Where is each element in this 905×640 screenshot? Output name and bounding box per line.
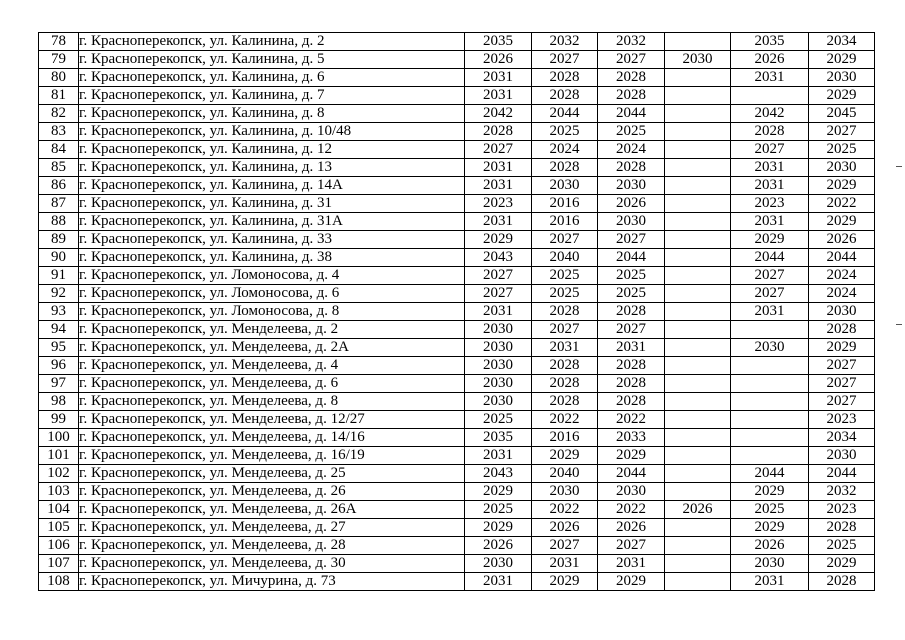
table-row [39, 249, 875, 267]
year-cell-2: 2029 [532, 573, 598, 591]
address-cell: г. Красноперекопск, ул. Калинина, д. 6 [79, 69, 465, 87]
year-cell-6: 2044 [809, 465, 875, 483]
row-number-cell: 78 [39, 33, 79, 51]
year-cell-5: 2031 [731, 573, 809, 591]
row-number-cell: 90 [39, 249, 79, 267]
table-row [39, 231, 875, 249]
address-cell: г. Красноперекопск, ул. Менделеева, д. 16/19 [79, 447, 465, 465]
year-cell-6: 2029 [809, 213, 875, 231]
table-row [39, 159, 875, 177]
year-cell-1: 2043 [465, 465, 532, 483]
year-cell-5: 2023 [731, 195, 809, 213]
year-cell-1: 2025 [465, 501, 532, 519]
year-cell-4 [665, 285, 731, 303]
year-cell-4 [665, 519, 731, 537]
address-cell: г. Красноперекопск, ул. Менделеева, д. 4 [79, 357, 465, 375]
year-cell-2: 2032 [532, 33, 598, 51]
address-cell: г. Красноперекопск, ул. Ломоносова, д. 4 [79, 267, 465, 285]
year-cell-2: 2016 [532, 195, 598, 213]
year-cell-3: 2029 [598, 573, 665, 591]
year-cell-6: 2045 [809, 105, 875, 123]
year-cell-6: 2029 [809, 555, 875, 573]
table-row [39, 375, 875, 393]
address-cell: г. Красноперекопск, ул. Ломоносова, д. 8 [79, 303, 465, 321]
year-cell-1: 2035 [465, 33, 532, 51]
year-cell-6: 2028 [809, 321, 875, 339]
year-cell-4 [665, 321, 731, 339]
year-cell-1: 2031 [465, 69, 532, 87]
year-cell-1: 2026 [465, 51, 532, 69]
year-cell-3: 2022 [598, 501, 665, 519]
year-cell-6: 2023 [809, 501, 875, 519]
address-cell: г. Красноперекопск, ул. Калинина, д. 33 [79, 231, 465, 249]
table-row [39, 303, 875, 321]
year-cell-4 [665, 195, 731, 213]
year-cell-4 [665, 447, 731, 465]
row-number-cell: 87 [39, 195, 79, 213]
year-cell-1: 2030 [465, 339, 532, 357]
year-cell-1: 2030 [465, 393, 532, 411]
address-cell: г. Красноперекопск, ул. Менделеева, д. 2А [79, 339, 465, 357]
year-cell-6: 2027 [809, 393, 875, 411]
table-row [39, 447, 875, 465]
address-cell: г. Красноперекопск, ул. Калинина, д. 31 [79, 195, 465, 213]
year-cell-5: 2042 [731, 105, 809, 123]
year-cell-2: 2026 [532, 519, 598, 537]
year-cell-2: 2027 [532, 537, 598, 555]
year-cell-1: 2028 [465, 123, 532, 141]
year-cell-3: 2027 [598, 231, 665, 249]
year-cell-4 [665, 483, 731, 501]
year-cell-3: 2028 [598, 69, 665, 87]
year-cell-2: 2044 [532, 105, 598, 123]
year-cell-2: 2025 [532, 267, 598, 285]
year-cell-1: 2031 [465, 177, 532, 195]
address-cell: г. Красноперекопск, ул. Ломоносова, д. 6 [79, 285, 465, 303]
year-cell-6: 2030 [809, 159, 875, 177]
year-cell-5: 2035 [731, 33, 809, 51]
year-cell-6: 2028 [809, 519, 875, 537]
row-number-cell: 99 [39, 411, 79, 429]
table-row [39, 357, 875, 375]
table-row [39, 195, 875, 213]
table-row [39, 33, 875, 51]
table-row [39, 339, 875, 357]
year-cell-6: 2032 [809, 483, 875, 501]
year-cell-2: 2028 [532, 303, 598, 321]
address-cell: г. Красноперекопск, ул. Менделеева, д. 25 [79, 465, 465, 483]
year-cell-3: 2044 [598, 249, 665, 267]
year-cell-3: 2024 [598, 141, 665, 159]
year-cell-1: 2031 [465, 159, 532, 177]
address-cell: г. Красноперекопск, ул. Менделеева, д. 28 [79, 537, 465, 555]
year-cell-6: 2026 [809, 231, 875, 249]
year-cell-5: 2026 [731, 51, 809, 69]
address-cell: г. Красноперекопск, ул. Менделеева, д. 27 [79, 519, 465, 537]
year-cell-1: 2031 [465, 303, 532, 321]
address-cell: г. Красноперекопск, ул. Менделеева, д. 6 [79, 375, 465, 393]
address-cell: г. Красноперекопск, ул. Калинина, д. 12 [79, 141, 465, 159]
year-cell-1: 2029 [465, 519, 532, 537]
year-cell-3: 2027 [598, 321, 665, 339]
year-cell-4 [665, 249, 731, 267]
year-cell-5: 2031 [731, 177, 809, 195]
year-cell-1: 2031 [465, 447, 532, 465]
table-row [39, 429, 875, 447]
year-cell-4 [665, 357, 731, 375]
address-cell: г. Красноперекопск, ул. Калинина, д. 38 [79, 249, 465, 267]
address-cell: г. Красноперекопск, ул. Калинина, д. 5 [79, 51, 465, 69]
year-cell-4 [665, 375, 731, 393]
year-cell-2: 2016 [532, 429, 598, 447]
year-cell-1: 2030 [465, 321, 532, 339]
year-cell-6: 2027 [809, 123, 875, 141]
year-cell-3: 2028 [598, 87, 665, 105]
year-cell-5 [731, 447, 809, 465]
row-number-cell: 95 [39, 339, 79, 357]
year-cell-2: 2027 [532, 321, 598, 339]
row-number-cell: 96 [39, 357, 79, 375]
table-row [39, 519, 875, 537]
year-cell-4 [665, 267, 731, 285]
row-number-cell: 79 [39, 51, 79, 69]
address-cell: г. Красноперекопск, ул. Менделеева, д. 8 [79, 393, 465, 411]
year-cell-3: 2028 [598, 375, 665, 393]
row-number-cell: 107 [39, 555, 79, 573]
year-cell-5: 2029 [731, 231, 809, 249]
year-cell-6: 2029 [809, 339, 875, 357]
year-cell-1: 2035 [465, 429, 532, 447]
row-number-cell: 92 [39, 285, 79, 303]
year-cell-5: 2027 [731, 267, 809, 285]
year-cell-5: 2031 [731, 213, 809, 231]
table-row [39, 555, 875, 573]
table-row [39, 105, 875, 123]
year-cell-6: 2025 [809, 141, 875, 159]
table-row [39, 393, 875, 411]
year-cell-4 [665, 393, 731, 411]
year-cell-5: 2030 [731, 555, 809, 573]
row-number-cell: 86 [39, 177, 79, 195]
year-cell-3: 2030 [598, 483, 665, 501]
year-cell-4 [665, 411, 731, 429]
row-number-cell: 104 [39, 501, 79, 519]
year-cell-6: 2030 [809, 447, 875, 465]
row-number-cell: 80 [39, 69, 79, 87]
year-cell-1: 2029 [465, 231, 532, 249]
address-cell: г. Красноперекопск, ул. Калинина, д. 2 [79, 33, 465, 51]
year-cell-2: 2030 [532, 483, 598, 501]
row-number-cell: 91 [39, 267, 79, 285]
year-cell-2: 2027 [532, 231, 598, 249]
year-cell-3: 2044 [598, 465, 665, 483]
year-cell-3: 2030 [598, 177, 665, 195]
year-cell-4: 2026 [665, 501, 731, 519]
year-cell-6: 2027 [809, 375, 875, 393]
row-number-cell: 106 [39, 537, 79, 555]
address-cell: г. Красноперекопск, ул. Менделеева, д. 2 [79, 321, 465, 339]
row-number-cell: 82 [39, 105, 79, 123]
year-cell-3: 2031 [598, 555, 665, 573]
year-cell-2: 2022 [532, 411, 598, 429]
year-cell-3: 2028 [598, 303, 665, 321]
year-cell-3: 2044 [598, 105, 665, 123]
year-cell-5: 2044 [731, 465, 809, 483]
table-row [39, 411, 875, 429]
year-cell-3: 2027 [598, 537, 665, 555]
row-number-cell: 81 [39, 87, 79, 105]
year-cell-5 [731, 357, 809, 375]
table-row [39, 321, 875, 339]
year-cell-5 [731, 393, 809, 411]
year-cell-5: 2025 [731, 501, 809, 519]
year-cell-6: 2029 [809, 87, 875, 105]
year-cell-5 [731, 375, 809, 393]
year-cell-5: 2031 [731, 159, 809, 177]
year-cell-3: 2028 [598, 357, 665, 375]
row-number-cell: 108 [39, 573, 79, 591]
year-cell-4 [665, 465, 731, 483]
year-cell-1: 2031 [465, 213, 532, 231]
year-cell-5: 2026 [731, 537, 809, 555]
year-cell-5 [731, 321, 809, 339]
year-cell-4 [665, 141, 731, 159]
year-cell-4 [665, 555, 731, 573]
table-row [39, 213, 875, 231]
year-cell-2: 2040 [532, 465, 598, 483]
year-cell-1: 2027 [465, 141, 532, 159]
address-cell: г. Красноперекопск, ул. Менделеева, д. 14/16 [79, 429, 465, 447]
year-cell-1: 2030 [465, 555, 532, 573]
year-cell-5: 2027 [731, 141, 809, 159]
year-cell-2: 2025 [532, 285, 598, 303]
year-cell-4 [665, 87, 731, 105]
year-cell-5: 2029 [731, 483, 809, 501]
table-row [39, 141, 875, 159]
year-cell-1: 2042 [465, 105, 532, 123]
table-row [39, 123, 875, 141]
address-cell: г. Красноперекопск, ул. Менделеева, д. 26 [79, 483, 465, 501]
year-cell-6: 2029 [809, 51, 875, 69]
margin-mark [896, 324, 902, 325]
year-cell-6: 2034 [809, 429, 875, 447]
year-cell-2: 2022 [532, 501, 598, 519]
year-cell-6: 2030 [809, 69, 875, 87]
table-row [39, 465, 875, 483]
year-cell-6: 2030 [809, 303, 875, 321]
year-cell-1: 2030 [465, 357, 532, 375]
year-cell-6: 2029 [809, 177, 875, 195]
row-number-cell: 83 [39, 123, 79, 141]
row-number-cell: 105 [39, 519, 79, 537]
year-cell-1: 2027 [465, 267, 532, 285]
address-cell: г. Красноперекопск, ул. Калинина, д. 8 [79, 105, 465, 123]
year-cell-1: 2029 [465, 483, 532, 501]
year-cell-5: 2029 [731, 519, 809, 537]
year-cell-4 [665, 159, 731, 177]
year-cell-5 [731, 411, 809, 429]
year-cell-3: 2033 [598, 429, 665, 447]
address-cell: г. Красноперекопск, ул. Калинина, д. 7 [79, 87, 465, 105]
year-cell-3: 2028 [598, 393, 665, 411]
year-cell-3: 2025 [598, 285, 665, 303]
year-cell-4 [665, 177, 731, 195]
year-cell-3: 2027 [598, 51, 665, 69]
table-row [39, 51, 875, 69]
year-cell-5: 2030 [731, 339, 809, 357]
row-number-cell: 93 [39, 303, 79, 321]
year-cell-5 [731, 429, 809, 447]
year-cell-6: 2028 [809, 573, 875, 591]
address-cell: г. Красноперекопск, ул. Калинина, д. 13 [79, 159, 465, 177]
year-cell-4 [665, 123, 731, 141]
row-number-cell: 102 [39, 465, 79, 483]
row-number-cell: 89 [39, 231, 79, 249]
year-cell-3: 2032 [598, 33, 665, 51]
year-cell-6: 2034 [809, 33, 875, 51]
address-cell: г. Красноперекопск, ул. Менделеева, д. 26А [79, 501, 465, 519]
year-cell-6: 2023 [809, 411, 875, 429]
table-row [39, 267, 875, 285]
year-cell-3: 2029 [598, 447, 665, 465]
year-cell-4: 2030 [665, 51, 731, 69]
row-number-cell: 97 [39, 375, 79, 393]
housing-registry-table [38, 32, 875, 591]
year-cell-1: 2030 [465, 375, 532, 393]
year-cell-4 [665, 33, 731, 51]
year-cell-3: 2022 [598, 411, 665, 429]
table-body [39, 33, 875, 591]
table-row [39, 537, 875, 555]
year-cell-3: 2025 [598, 123, 665, 141]
year-cell-1: 2023 [465, 195, 532, 213]
year-cell-6: 2022 [809, 195, 875, 213]
row-number-cell: 94 [39, 321, 79, 339]
year-cell-2: 2040 [532, 249, 598, 267]
year-cell-3: 2026 [598, 519, 665, 537]
row-number-cell: 101 [39, 447, 79, 465]
year-cell-5: 2031 [731, 303, 809, 321]
year-cell-6: 2027 [809, 357, 875, 375]
year-cell-2: 2028 [532, 87, 598, 105]
year-cell-2: 2028 [532, 375, 598, 393]
year-cell-4 [665, 105, 731, 123]
year-cell-2: 2024 [532, 141, 598, 159]
address-cell: г. Красноперекопск, ул. Калинина, д. 10/48 [79, 123, 465, 141]
year-cell-3: 2031 [598, 339, 665, 357]
year-cell-6: 2044 [809, 249, 875, 267]
address-cell: г. Красноперекопск, ул. Калинина, д. 14А [79, 177, 465, 195]
year-cell-4 [665, 231, 731, 249]
margin-mark [896, 166, 902, 167]
year-cell-1: 2025 [465, 411, 532, 429]
year-cell-4 [665, 573, 731, 591]
year-cell-6: 2024 [809, 267, 875, 285]
year-cell-1: 2031 [465, 573, 532, 591]
year-cell-2: 2030 [532, 177, 598, 195]
year-cell-1: 2031 [465, 87, 532, 105]
year-cell-3: 2030 [598, 213, 665, 231]
address-cell: г. Красноперекопск, ул. Менделеева, д. 12/27 [79, 411, 465, 429]
year-cell-2: 2031 [532, 555, 598, 573]
table-row [39, 573, 875, 591]
year-cell-5 [731, 87, 809, 105]
year-cell-4 [665, 69, 731, 87]
year-cell-2: 2028 [532, 393, 598, 411]
year-cell-6: 2024 [809, 285, 875, 303]
year-cell-1: 2043 [465, 249, 532, 267]
table-row [39, 483, 875, 501]
year-cell-2: 2025 [532, 123, 598, 141]
year-cell-5: 2031 [731, 69, 809, 87]
year-cell-6: 2025 [809, 537, 875, 555]
year-cell-3: 2026 [598, 195, 665, 213]
address-cell: г. Красноперекопск, ул. Менделеева, д. 30 [79, 555, 465, 573]
year-cell-2: 2027 [532, 51, 598, 69]
table-row [39, 177, 875, 195]
row-number-cell: 85 [39, 159, 79, 177]
year-cell-3: 2025 [598, 267, 665, 285]
year-cell-1: 2027 [465, 285, 532, 303]
year-cell-5: 2028 [731, 123, 809, 141]
row-number-cell: 100 [39, 429, 79, 447]
table-row [39, 501, 875, 519]
year-cell-1: 2026 [465, 537, 532, 555]
table-row [39, 285, 875, 303]
year-cell-2: 2029 [532, 447, 598, 465]
year-cell-2: 2028 [532, 159, 598, 177]
year-cell-2: 2031 [532, 339, 598, 357]
row-number-cell: 98 [39, 393, 79, 411]
row-number-cell: 103 [39, 483, 79, 501]
year-cell-4 [665, 537, 731, 555]
year-cell-5: 2027 [731, 285, 809, 303]
year-cell-4 [665, 429, 731, 447]
address-cell: г. Красноперекопск, ул. Мичурина, д. 73 [79, 573, 465, 591]
year-cell-4 [665, 213, 731, 231]
year-cell-2: 2028 [532, 69, 598, 87]
year-cell-2: 2016 [532, 213, 598, 231]
year-cell-2: 2028 [532, 357, 598, 375]
row-number-cell: 88 [39, 213, 79, 231]
year-cell-5: 2044 [731, 249, 809, 267]
year-cell-4 [665, 339, 731, 357]
address-cell: г. Красноперекопск, ул. Калинина, д. 31А [79, 213, 465, 231]
row-number-cell: 84 [39, 141, 79, 159]
year-cell-3: 2028 [598, 159, 665, 177]
table-row [39, 69, 875, 87]
table-row [39, 87, 875, 105]
year-cell-4 [665, 303, 731, 321]
